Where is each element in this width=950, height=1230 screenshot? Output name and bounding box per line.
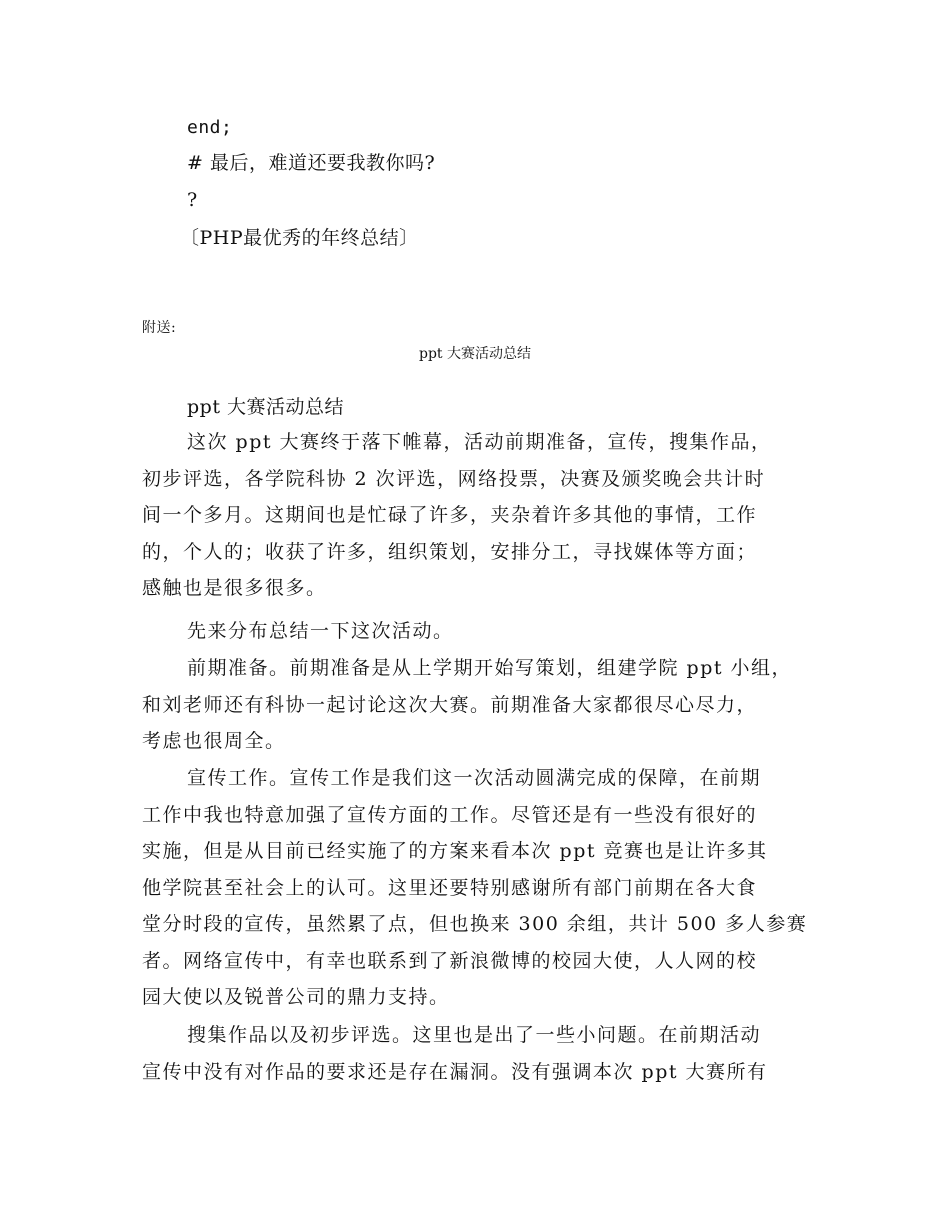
paragraph-1-line: 间一个多月。这期间也是忙碌了许多，夹杂着许多其他的事情，工作 bbox=[142, 504, 758, 526]
article-heading: ppt 大赛活动总结 bbox=[187, 396, 345, 418]
paragraph-3-line: 考虑也很周全。 bbox=[142, 730, 286, 752]
paragraph-3-line: 和刘老师还有科协一起讨论这次大赛。前期准备大家都很尽心尽力， bbox=[142, 693, 758, 716]
paragraph-4-line: 工作中我也特意加强了宣传方面的工作。尽管还是有一些没有很好的 bbox=[142, 803, 758, 826]
paragraph-4-line: 宣传工作。宣传工作是我们这一次活动圆满完成的保障，在前期 bbox=[187, 767, 762, 789]
paragraph-3-line: 前期准备。前期准备是从上学期开始写策划，组建学院 ppt 小组， bbox=[187, 657, 793, 679]
paragraph-4-line: 园大使以及锐普公司的鼎力支持。 bbox=[142, 986, 450, 1008]
appendix-title: ppt 大赛活动总结 bbox=[419, 346, 531, 362]
paragraph-4 bbox=[142, 760, 814, 1016]
appendix-label: 附送: bbox=[142, 320, 177, 336]
code-comment-line: # 最后，难道还要我教你吗? bbox=[187, 152, 436, 174]
paragraph-4-line: 实施，但是从目前已经实施了的方案来看本次 ppt 竞赛也是让许多其 bbox=[142, 840, 768, 862]
paragraph-1-line: 初步评选，各学院科协 2 次评选，网络投票，决赛及颁奖晚会共计时 bbox=[142, 467, 766, 490]
paragraph-4-line: 者。网络宣传中，有幸也联系到了新浪微博的校园大使，人人网的校 bbox=[142, 949, 758, 972]
paragraph-1-line: 的，个人的；收获了许多，组织策划，安排分工，寻找媒体等方面； bbox=[142, 540, 758, 563]
paragraph-1 bbox=[142, 424, 814, 607]
paragraph-1-line: 这次 ppt 大赛终于落下帷幕，活动前期准备，宣传，搜集作品， bbox=[187, 431, 772, 453]
paragraph-2 bbox=[142, 613, 814, 650]
paragraph-5-line: 搜集作品以及初步评选。这里也是出了一些小问题。在前期活动 bbox=[187, 1024, 762, 1046]
paragraph-4-line: 堂分时段的宣传，虽然累了点，但也换来 300 余组，共计 500 多人参赛 bbox=[142, 913, 808, 935]
paragraph-3 bbox=[142, 650, 814, 760]
code-question-line: ? bbox=[187, 189, 198, 211]
paragraph-5 bbox=[142, 1017, 814, 1090]
paragraph-2-line: 先来分布总结一下这次活动。 bbox=[187, 620, 454, 642]
code-line-end: end; bbox=[187, 117, 233, 138]
paragraph-5-line: 宣传中没有对作品的要求还是存在漏洞。没有强调本次 ppt 大赛所有 bbox=[142, 1060, 768, 1083]
doc-source-title: 〔PHP最优秀的年终总结〕 bbox=[180, 227, 419, 249]
paragraph-1-line: 感触也是很多很多。 bbox=[142, 577, 327, 599]
paragraph-4-line: 他学院甚至社会上的认可。这里还要特别感谢所有部门前期在各大食 bbox=[142, 876, 758, 899]
